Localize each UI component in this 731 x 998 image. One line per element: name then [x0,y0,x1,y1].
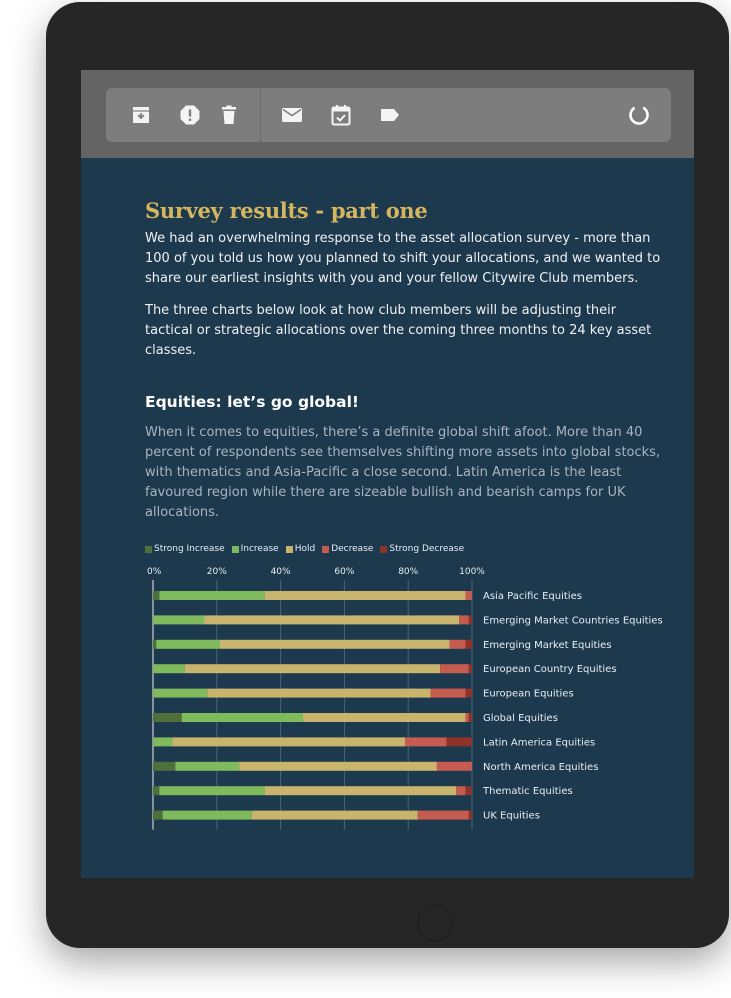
intro-paragraph-2: The three charts below look at how club members will be adjusting their tactical or strategic allocations over the coming three months to 24 key asset classes. [145,303,652,358]
bar-segment-increase [159,786,264,795]
category-label: Latin America Equities [483,737,596,749]
bar-segment-hold [204,615,459,624]
legend-swatch [145,546,152,553]
bar-segment-increase [156,640,220,649]
x-tick-label: 20% [206,567,227,577]
category-label: Thematic Equities [483,786,573,798]
bar-segment-hold [207,689,430,698]
legend-label: Decrease [331,544,374,554]
category-label: North America Equities [483,761,599,773]
bar-segment-hold [252,811,418,820]
loading-spinner-icon [627,103,651,127]
category-label: Global Equities [483,713,558,724]
bar-segment-decrease [456,786,466,795]
archive-icon[interactable] [129,103,153,127]
bar-segment-strong-decrease [469,664,472,673]
bar-segment-strong-decrease [469,713,472,722]
x-tick-label: 40% [270,567,291,577]
delete-icon[interactable] [217,103,241,127]
bar-segment-hold [303,713,466,722]
legend-item-strong-increase [145,544,225,554]
bar-segment-increase [153,737,172,746]
bar-segment-strong-increase [153,713,182,722]
bar-segment-increase [175,762,239,771]
article-body [145,198,665,523]
legend-swatch [232,546,239,553]
calendar-check-icon[interactable] [329,103,353,127]
legend-label: Increase [240,544,279,554]
x-tick-label: 60% [334,567,355,577]
bar-segment-increase [153,664,185,673]
bar-segment-hold [220,640,450,649]
legend-swatch [380,546,387,553]
legend-item-increase [232,544,279,554]
legend-label: Hold [294,544,316,554]
article-title: Survey results - part one [145,198,428,223]
intro-paragraph-1: We had an overwhelming response to the asset allocation survey - more than 100 of you told us how you planned to shift your allocations, and we wanted to share our earliest insights with you and your fellow Citywire Club members. [145,231,661,286]
bar-segment-increase [153,615,204,624]
bar-segment-strong-decrease [466,640,472,649]
bar-segment-decrease [450,640,466,649]
category-label: UK Equities [483,810,540,822]
legend-swatch [286,546,293,553]
legend-item-decrease [322,544,373,554]
bar-segment-strong-decrease [466,786,472,795]
bar-segment-decrease [431,689,466,698]
bar-segment-hold [185,664,440,673]
toolbar-separator [260,88,261,142]
legend-item-strong-decrease [380,544,464,554]
bar-segment-hold [265,591,466,600]
category-label: Emerging Market Countries Equities [483,615,663,627]
category-label: European Country Equities [483,664,617,676]
bar-segment-strong-increase [153,640,156,649]
bar-segment-decrease [466,713,469,722]
bar-segment-strong-increase [153,786,159,795]
report-spam-icon[interactable] [178,103,202,127]
bar-segment-decrease [440,664,469,673]
x-tick-label: 80% [398,567,419,577]
bar-segment-decrease [437,762,472,771]
bar-segment-increase [163,811,252,820]
bar-segment-strong-increase [153,811,163,820]
bar-segment-decrease [466,591,472,600]
stacked-bar-chart [137,564,677,832]
bar-segment-strong-decrease [466,689,472,698]
bar-segment-hold [265,786,456,795]
category-label: Emerging Market Equities [483,639,612,651]
x-tick-label: 0% [147,567,162,577]
chart-legend [145,542,505,556]
label-icon[interactable] [378,103,402,127]
section-paragraph: When it comes to equities, there’s a definite global shift afoot. More than 40 percent of respondents see themselves shifting more assets into global stocks, with thematics and Asia-Pacific a close second. Latin America is the least favoured region while there are sizeable bullish and bearish camps for UK allocations. [145,425,661,520]
email-screen [81,70,694,878]
bar-segment-decrease [405,737,446,746]
legend-item-hold [286,544,316,554]
category-label: Asia Pacific Equities [483,591,582,602]
legend-swatch [322,546,329,553]
bar-segment-hold [239,762,437,771]
bar-segment-decrease [459,615,469,624]
legend-label: Strong Increase [154,544,225,554]
category-label: European Equities [483,688,574,700]
bar-segment-increase [159,591,264,600]
bar-segment-strong-decrease [469,811,472,820]
mail-icon[interactable] [280,103,304,127]
toolbar [106,88,671,142]
section-heading: Equities: let’s go global! [145,393,359,411]
bar-segment-increase [182,713,303,722]
bar-segment-hold [172,737,405,746]
home-button[interactable] [417,905,453,941]
bar-segment-strong-increase [153,591,159,600]
legend-label: Strong Decrease [389,544,465,554]
bar-segment-increase [153,689,207,698]
x-tick-label: 100% [459,567,485,577]
toolbar-band [81,70,694,158]
bar-segment-strong-decrease [469,615,472,624]
bar-segment-decrease [418,811,469,820]
bar-segment-strong-increase [153,762,175,771]
bar-segment-strong-decrease [446,737,472,746]
